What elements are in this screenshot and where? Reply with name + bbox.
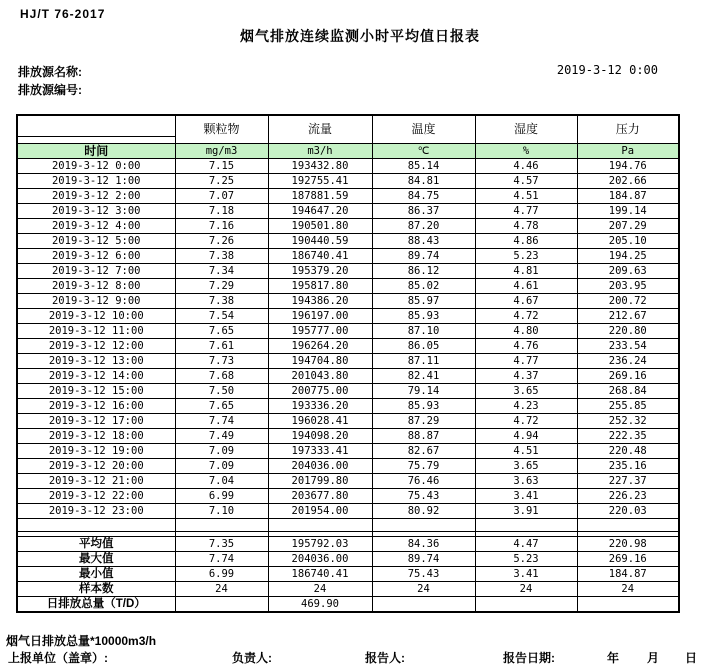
value-cell: 7.38 <box>175 294 268 309</box>
value-cell: 4.77 <box>475 204 577 219</box>
reporting-unit-label: 上报单位（盖章）: <box>8 651 108 665</box>
time-cell: 2019-3-12 14:00 <box>17 369 175 384</box>
summary-label: 平均值 <box>17 537 175 552</box>
value-cell: 194.25 <box>577 249 679 264</box>
value-cell <box>175 597 268 613</box>
value-cell: 201043.80 <box>268 369 372 384</box>
column-header: 流量 <box>268 115 372 144</box>
value-cell: 24 <box>372 582 475 597</box>
time-cell: 2019-3-12 15:00 <box>17 384 175 399</box>
value-cell: 201799.80 <box>268 474 372 489</box>
summary-row-average <box>17 537 679 552</box>
reporter-label: 报告人: <box>365 651 405 665</box>
value-cell: 4.23 <box>475 399 577 414</box>
value-cell: 89.74 <box>372 249 475 264</box>
summary-row-max <box>17 552 679 567</box>
time-cell: 2019-3-12 20:00 <box>17 459 175 474</box>
summary-label: 样本数 <box>17 582 175 597</box>
time-cell: 2019-3-12 21:00 <box>17 474 175 489</box>
value-cell: 268.84 <box>577 384 679 399</box>
table-row <box>17 219 679 234</box>
value-cell: 4.94 <box>475 429 577 444</box>
summary-label: 日排放总量（T/D） <box>17 597 175 613</box>
value-cell: 3.63 <box>475 474 577 489</box>
value-cell: 84.75 <box>372 189 475 204</box>
value-cell: 4.51 <box>475 444 577 459</box>
month-label: 月 <box>647 651 660 665</box>
value-cell: 190440.59 <box>268 234 372 249</box>
value-cell: 87.20 <box>372 219 475 234</box>
value-cell: 24 <box>175 582 268 597</box>
value-cell: 75.43 <box>372 567 475 582</box>
value-cell <box>372 597 475 613</box>
value-cell: 80.92 <box>372 504 475 519</box>
value-cell: 3.41 <box>475 567 577 582</box>
summary-row-min <box>17 567 679 582</box>
value-cell: 4.72 <box>475 309 577 324</box>
value-cell: 195817.80 <box>268 279 372 294</box>
value-cell: 3.91 <box>475 504 577 519</box>
time-cell: 2019-3-12 18:00 <box>17 429 175 444</box>
value-cell: 207.29 <box>577 219 679 234</box>
table-row <box>17 429 679 444</box>
value-cell: 194704.80 <box>268 354 372 369</box>
value-cell: 87.10 <box>372 324 475 339</box>
value-cell: 89.74 <box>372 552 475 567</box>
value-cell: 269.16 <box>577 369 679 384</box>
value-cell: 4.37 <box>475 369 577 384</box>
summary-label: 最小值 <box>17 567 175 582</box>
blank-row <box>17 519 679 532</box>
value-cell: 87.29 <box>372 414 475 429</box>
gas-total-note: 烟气日排放总量*10000m3/h <box>6 634 157 648</box>
value-cell: 7.50 <box>175 384 268 399</box>
value-cell: 7.65 <box>175 399 268 414</box>
unit-cell: mg/m3 <box>175 144 268 159</box>
table-row <box>17 414 679 429</box>
value-cell: 85.02 <box>372 279 475 294</box>
value-cell: 24 <box>577 582 679 597</box>
value-cell: 5.23 <box>475 249 577 264</box>
report-date-label: 报告日期: <box>503 651 555 665</box>
value-cell: 7.15 <box>175 159 268 174</box>
value-cell: 4.72 <box>475 414 577 429</box>
value-cell: 79.14 <box>372 384 475 399</box>
value-cell: 3.65 <box>475 459 577 474</box>
value-cell: 7.29 <box>175 279 268 294</box>
value-cell: 187881.59 <box>268 189 372 204</box>
value-cell: 6.99 <box>175 567 268 582</box>
value-cell: 7.16 <box>175 219 268 234</box>
value-cell: 86.37 <box>372 204 475 219</box>
value-cell: 85.93 <box>372 399 475 414</box>
value-cell: 203.95 <box>577 279 679 294</box>
table-row <box>17 279 679 294</box>
summary-row-samples <box>17 582 679 597</box>
table-row <box>17 309 679 324</box>
value-cell: 201954.00 <box>268 504 372 519</box>
time-header: 时间 <box>17 144 175 159</box>
value-cell: 75.43 <box>372 489 475 504</box>
value-cell: 86.05 <box>372 339 475 354</box>
table-row <box>17 489 679 504</box>
value-cell: 7.04 <box>175 474 268 489</box>
value-cell: 194098.20 <box>268 429 372 444</box>
table-row <box>17 249 679 264</box>
table-row <box>17 369 679 384</box>
table-row <box>17 339 679 354</box>
value-cell: 204036.00 <box>268 459 372 474</box>
report-datetime: 2019-3-12 0:00 <box>556 63 658 77</box>
value-cell: 86.12 <box>372 264 475 279</box>
time-cell: 2019-3-12 9:00 <box>17 294 175 309</box>
value-cell: 75.79 <box>372 459 475 474</box>
value-cell: 195792.03 <box>268 537 372 552</box>
value-cell: 199.14 <box>577 204 679 219</box>
value-cell: 7.65 <box>175 324 268 339</box>
value-cell: 203677.80 <box>268 489 372 504</box>
value-cell: 76.46 <box>372 474 475 489</box>
value-cell: 7.74 <box>175 414 268 429</box>
value-cell: 4.51 <box>475 189 577 204</box>
unit-cell: ℃ <box>372 144 475 159</box>
table-row <box>17 234 679 249</box>
value-cell: 84.36 <box>372 537 475 552</box>
param-header-row <box>17 115 679 144</box>
time-cell: 2019-3-12 19:00 <box>17 444 175 459</box>
value-cell: 212.67 <box>577 309 679 324</box>
table-row <box>17 444 679 459</box>
value-cell: 194386.20 <box>268 294 372 309</box>
column-header: 颗粒物 <box>175 115 268 144</box>
value-cell: 7.10 <box>175 504 268 519</box>
table-row <box>17 504 679 519</box>
corner-cell <box>17 115 175 144</box>
table-row <box>17 399 679 414</box>
table-row <box>17 264 679 279</box>
value-cell: 85.14 <box>372 159 475 174</box>
column-header: 压力 <box>577 115 679 144</box>
value-cell: 4.67 <box>475 294 577 309</box>
value-cell: 235.16 <box>577 459 679 474</box>
time-cell: 2019-3-12 5:00 <box>17 234 175 249</box>
value-cell: 184.87 <box>577 189 679 204</box>
value-cell: 7.35 <box>175 537 268 552</box>
value-cell: 233.54 <box>577 339 679 354</box>
table-row <box>17 474 679 489</box>
time-cell: 2019-3-12 22:00 <box>17 489 175 504</box>
time-cell: 2019-3-12 13:00 <box>17 354 175 369</box>
time-cell: 2019-3-12 12:00 <box>17 339 175 354</box>
table-row <box>17 354 679 369</box>
value-cell: 7.49 <box>175 429 268 444</box>
year-label: 年 <box>607 651 620 665</box>
table-row <box>17 174 679 189</box>
value-cell: 85.93 <box>372 309 475 324</box>
time-cell: 2019-3-12 10:00 <box>17 309 175 324</box>
value-cell: 220.80 <box>577 324 679 339</box>
value-cell: 209.63 <box>577 264 679 279</box>
table-row <box>17 294 679 309</box>
value-cell: 7.09 <box>175 459 268 474</box>
time-cell: 2019-3-12 7:00 <box>17 264 175 279</box>
value-cell: 4.80 <box>475 324 577 339</box>
value-cell: 4.57 <box>475 174 577 189</box>
value-cell: 5.23 <box>475 552 577 567</box>
time-cell: 2019-3-12 17:00 <box>17 414 175 429</box>
summary-row-daily-total <box>17 597 679 613</box>
value-cell: 7.54 <box>175 309 268 324</box>
value-cell: 190501.80 <box>268 219 372 234</box>
value-cell: 88.43 <box>372 234 475 249</box>
source-name-label: 排放源名称: <box>18 65 82 79</box>
standard-code: HJ/T 76-2017 <box>20 7 106 21</box>
value-cell: 7.34 <box>175 264 268 279</box>
value-cell: 193336.20 <box>268 399 372 414</box>
value-cell: 195379.20 <box>268 264 372 279</box>
value-cell: 3.41 <box>475 489 577 504</box>
value-cell: 255.85 <box>577 399 679 414</box>
value-cell: 24 <box>268 582 372 597</box>
unit-header-row <box>17 144 679 159</box>
value-cell: 252.32 <box>577 414 679 429</box>
table-row <box>17 159 679 174</box>
value-cell: 192755.41 <box>268 174 372 189</box>
unit-cell: Pa <box>577 144 679 159</box>
time-cell: 2019-3-12 3:00 <box>17 204 175 219</box>
value-cell: 222.35 <box>577 429 679 444</box>
value-cell: 184.87 <box>577 567 679 582</box>
value-cell: 88.87 <box>372 429 475 444</box>
value-cell: 87.11 <box>372 354 475 369</box>
value-cell: 7.74 <box>175 552 268 567</box>
table-row <box>17 204 679 219</box>
value-cell: 196028.41 <box>268 414 372 429</box>
table-row <box>17 384 679 399</box>
value-cell <box>577 597 679 613</box>
value-cell: 197333.41 <box>268 444 372 459</box>
value-cell: 84.81 <box>372 174 475 189</box>
value-cell: 4.78 <box>475 219 577 234</box>
time-cell: 2019-3-12 11:00 <box>17 324 175 339</box>
manager-label: 负责人: <box>232 651 272 665</box>
value-cell <box>475 597 577 613</box>
value-cell: 7.73 <box>175 354 268 369</box>
value-cell: 469.90 <box>268 597 372 613</box>
value-cell: 227.37 <box>577 474 679 489</box>
value-cell: 82.67 <box>372 444 475 459</box>
summary-label: 最大值 <box>17 552 175 567</box>
value-cell: 194.76 <box>577 159 679 174</box>
time-cell: 2019-3-12 0:00 <box>17 159 175 174</box>
value-cell: 7.18 <box>175 204 268 219</box>
value-cell: 4.76 <box>475 339 577 354</box>
value-cell: 195777.00 <box>268 324 372 339</box>
value-cell: 204036.00 <box>268 552 372 567</box>
value-cell: 7.38 <box>175 249 268 264</box>
time-cell: 2019-3-12 8:00 <box>17 279 175 294</box>
page-title: 烟气排放连续监测小时平均值日报表 <box>240 28 480 44</box>
column-header: 湿度 <box>475 115 577 144</box>
unit-cell: % <box>475 144 577 159</box>
column-header: 温度 <box>372 115 475 144</box>
value-cell: 194647.20 <box>268 204 372 219</box>
monitoring-table <box>16 114 680 613</box>
value-cell: 4.47 <box>475 537 577 552</box>
value-cell: 226.23 <box>577 489 679 504</box>
value-cell: 186740.41 <box>268 249 372 264</box>
time-cell: 2019-3-12 23:00 <box>17 504 175 519</box>
value-cell: 6.99 <box>175 489 268 504</box>
value-cell: 236.24 <box>577 354 679 369</box>
table-row <box>17 324 679 339</box>
value-cell: 202.66 <box>577 174 679 189</box>
value-cell: 3.65 <box>475 384 577 399</box>
value-cell: 4.86 <box>475 234 577 249</box>
value-cell: 4.81 <box>475 264 577 279</box>
table-row <box>17 189 679 204</box>
value-cell: 24 <box>475 582 577 597</box>
value-cell: 205.10 <box>577 234 679 249</box>
value-cell: 7.68 <box>175 369 268 384</box>
value-cell: 196197.00 <box>268 309 372 324</box>
value-cell: 186740.41 <box>268 567 372 582</box>
value-cell: 220.98 <box>577 537 679 552</box>
value-cell: 4.77 <box>475 354 577 369</box>
value-cell: 4.46 <box>475 159 577 174</box>
time-cell: 2019-3-12 4:00 <box>17 219 175 234</box>
source-id-label: 排放源编号: <box>18 83 82 97</box>
value-cell: 85.97 <box>372 294 475 309</box>
value-cell: 82.41 <box>372 369 475 384</box>
table-row <box>17 459 679 474</box>
value-cell: 7.09 <box>175 444 268 459</box>
time-cell: 2019-3-12 1:00 <box>17 174 175 189</box>
time-cell: 2019-3-12 6:00 <box>17 249 175 264</box>
value-cell: 200775.00 <box>268 384 372 399</box>
value-cell: 7.61 <box>175 339 268 354</box>
time-cell: 2019-3-12 2:00 <box>17 189 175 204</box>
value-cell: 7.07 <box>175 189 268 204</box>
value-cell: 196264.20 <box>268 339 372 354</box>
value-cell: 7.26 <box>175 234 268 249</box>
value-cell: 193432.80 <box>268 159 372 174</box>
value-cell: 220.03 <box>577 504 679 519</box>
unit-cell: m3/h <box>268 144 372 159</box>
value-cell: 269.16 <box>577 552 679 567</box>
day-label: 日 <box>685 651 698 665</box>
value-cell: 7.25 <box>175 174 268 189</box>
value-cell: 220.48 <box>577 444 679 459</box>
value-cell: 4.61 <box>475 279 577 294</box>
value-cell: 200.72 <box>577 294 679 309</box>
time-cell: 2019-3-12 16:00 <box>17 399 175 414</box>
